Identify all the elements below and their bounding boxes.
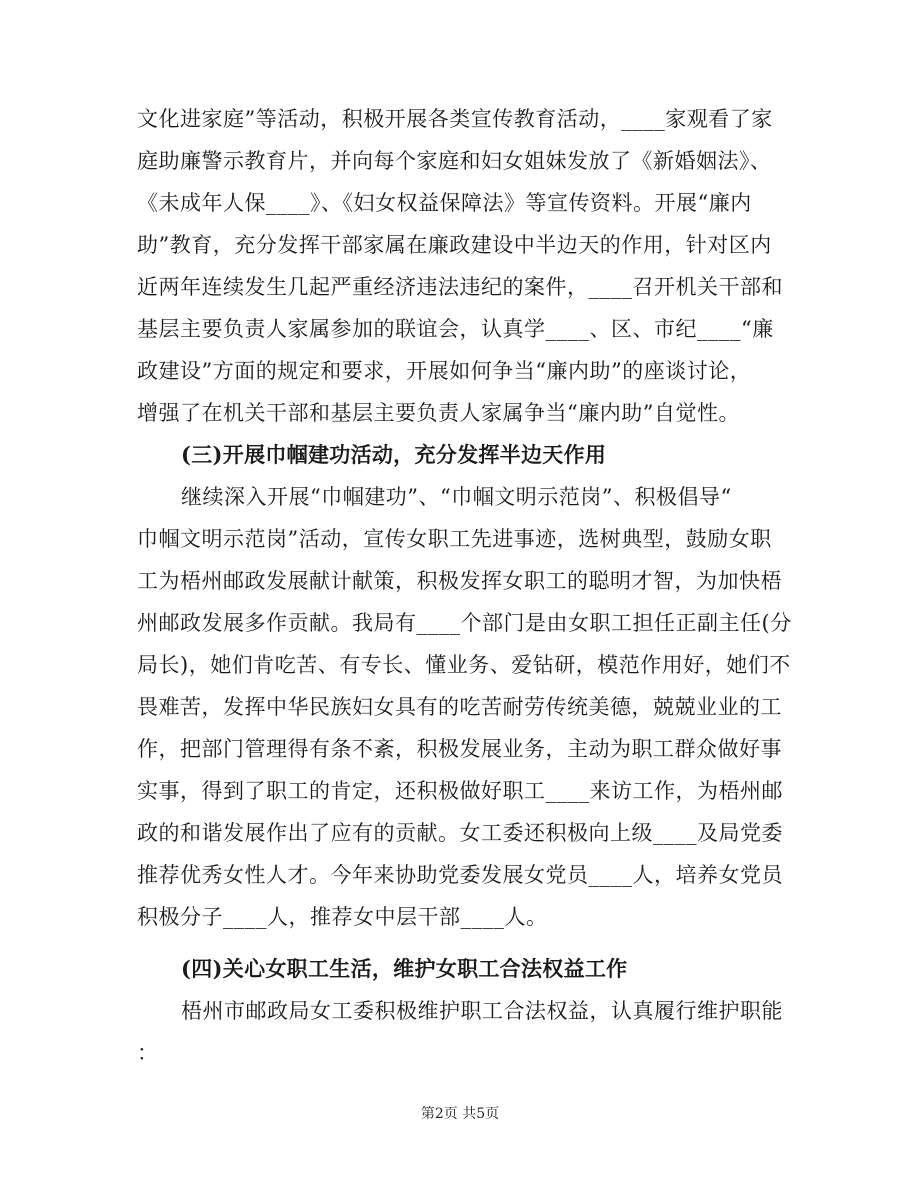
- body-line: 畏难苦，发挥中华民族妇女具有的吃苦耐劳传统美德，兢兢业业的工: [137, 695, 782, 719]
- body-line: 增强了在机关干部和基层主要负责人家属争当“廉内助”自觉性。: [137, 401, 740, 425]
- body-line: 政的和谐发展作出了应有的贡献。女工委还积极向上级____及局党委: [137, 821, 783, 845]
- section-heading-4: (四)关心女职工生活，维护女职工合法权益工作: [181, 956, 628, 981]
- body-line: 助”教育，充分发挥干部家属在廉政建设中半边天的作用，针对区内: [137, 233, 772, 257]
- body-line: 政建设”方面的规定和要求，开展如何争当“廉内助”的座谈讨论，: [137, 359, 752, 383]
- body-line: 作，把部门管理得有条不紊，积极发展业务，主动为职工群众做好事: [137, 737, 782, 761]
- body-line: ：: [137, 1041, 159, 1065]
- section-heading-3: (三)开展巾帼建功活动，充分发挥半边天作用: [181, 442, 607, 467]
- document-body: [137, 98, 792, 1074]
- page-number-footer: 第2页 共5页: [420, 1106, 500, 1122]
- body-line: 积极分子____人，推荐女中层干部____人。: [137, 905, 548, 929]
- body-line: 基层主要负责人家属参加的联谊会，认真学____、区、市纪____“廉: [137, 317, 774, 341]
- body-line: 继续深入开展“巾帼建功”、“巾帼文明示范岗”、积极倡导“: [181, 485, 732, 509]
- body-line: 州邮政发展多作贡献。我局有____个部门是由女职工担任正副主任(分: [137, 611, 792, 635]
- body-line: 局长)，她们肯吃苦、有专长、懂业务、爱钻研，模范作用好，她们不: [137, 653, 791, 677]
- body-line: 推荐优秀女性人才。今年来协助党委发展女党员____人，培养女党员: [137, 863, 783, 887]
- body-line: 《未成年人保____》、《妇女权益保障法》等宣传资料。开展“廉内: [137, 191, 752, 215]
- body-line: 实事，得到了职工的肯定，还积极做好职工____来访工作，为梧州邮: [137, 779, 783, 803]
- body-line: 庭助廉警示教育片，并向每个家庭和妇女姐妹发放了《新婚姻法》、: [137, 149, 772, 173]
- body-line: 文化进家庭”等活动，积极开展各类宣传教育活动，____家观看了家: [137, 107, 773, 131]
- body-line: 工为梧州邮政发展献计献策，积极发挥女职工的聪明才智，为加快梧: [137, 569, 782, 593]
- body-line: 梧州市邮政局女工委积极维护职工合法权益，认真履行维护职能: [181, 999, 783, 1023]
- body-line: 近两年连续发生几起严重经济违法违纪的案件，____召开机关干部和: [137, 275, 783, 299]
- body-line: 巾帼文明示范岗”活动，宣传女职工先进事迹，选树典型，鼓励女职: [137, 527, 772, 551]
